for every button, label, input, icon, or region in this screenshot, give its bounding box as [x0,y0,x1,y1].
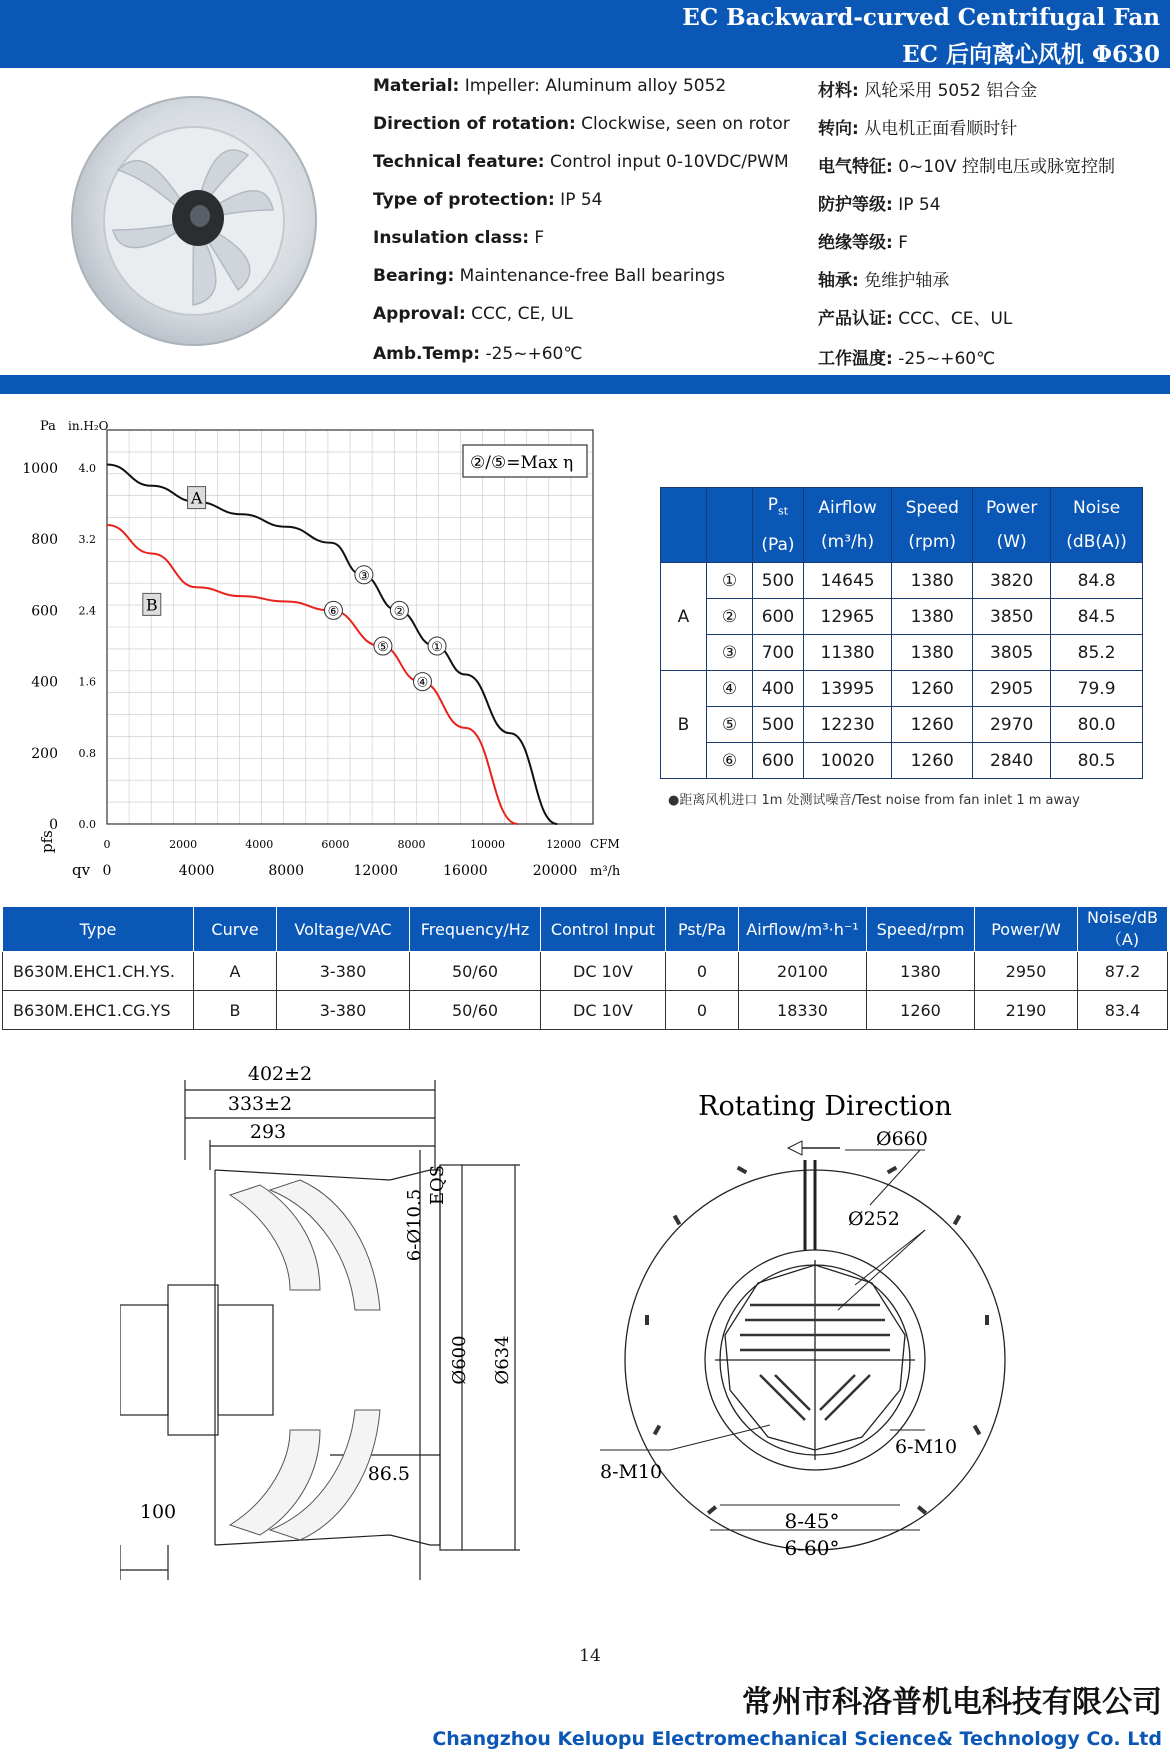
x-cfm-tick: 4000 [245,838,274,851]
rotating-direction-title: Rotating Direction [698,1091,952,1122]
title-en: EC Backward-curved Centrifugal Fan [682,4,1160,31]
x-cfm-tick: 8000 [397,838,426,851]
cell: 1260 [892,707,973,743]
cell: 3-380 [277,952,410,991]
spec-cn-bearing: 轴承: 免维护轴承 [818,271,950,291]
x-m3h-tick: 8000 [268,863,305,879]
y-right-tick: 2.4 [78,604,96,618]
y-left-ticks [22,461,58,833]
type-table [2,906,1168,1030]
operating-point [428,637,446,655]
table-row [661,635,1143,671]
x-cfm-tick: 10000 [470,838,506,851]
type-header: Pst/Pa [666,907,739,952]
spec-cn-approval: 产品认证: CCC、CE、UL [818,309,1013,329]
y-left-unit: Pa [40,419,56,434]
cell: 600 [753,743,804,779]
dim-8m10: 8-M10 [600,1461,663,1483]
noise-note: ●距离风机进口 1m 处测试噪音/Test noise from fan inlet 1 m away [668,793,1080,808]
dim-6-60: 6-60° [784,1536,840,1560]
perf-header-row [661,488,1143,563]
curve-a-label [188,487,206,509]
spec-cn-electrical: 电气特征: 0~10V 控制电压或脉宽控制 [818,157,1115,177]
cell: 1380 [892,563,973,599]
operating-points [324,566,446,691]
chart-grid [107,430,593,824]
company-name-en: Changzhou Keluopu Electromechanical Science& Technology Co. Ltd [432,1728,1162,1750]
x-cfm-tick: 0 [103,838,111,851]
y-right-tick: 0.8 [78,746,96,760]
x-cfm-tick: 2000 [169,838,198,851]
cell: 1260 [892,671,973,707]
cell: 85.2 [1051,635,1143,671]
y-right-tick: 4.0 [78,462,96,475]
type-header: Frequency/Hz [410,907,541,952]
cell: 2190 [975,991,1078,1030]
spec-insulation: Insulation class: F [373,228,545,248]
type-header-row [3,907,1168,952]
dim-6m10: 6-M10 [895,1436,958,1458]
y-right-ticks [79,462,97,831]
spec-rotation: Direction of rotation: Clockwise, seen on rotor [373,114,790,134]
cell: 50/60 [410,991,541,1030]
dim-100: 100 [139,1501,177,1523]
rotation-arrow-icon [788,1141,840,1155]
cell: 1380 [892,599,973,635]
operating-point [324,601,342,619]
header-band [0,0,1170,68]
svg-text:⑥: ⑥ [327,604,340,620]
type-header: Power/W [975,907,1078,952]
svg-text:①: ① [431,640,443,655]
spec-bearing: Bearing: Maintenance-free Ball bearings [373,266,725,286]
cell: 18330 [739,991,867,1030]
perf-header-airflow: Airflow (m³/h) [803,488,891,563]
dim-d660: Ø660 [876,1128,928,1150]
cell: 1260 [867,991,975,1030]
cell: B630M.EHC1.CH.YS. [3,952,194,991]
spec-approval: Approval: CCC, CE, UL [373,304,573,324]
cell: 600 [753,599,804,635]
performance-table [660,487,1143,779]
perf-header-noise: Noise (dB(A)) [1051,488,1143,563]
cell: 50/60 [410,952,541,991]
curve-group-a: A [661,563,707,671]
cell: 1380 [892,635,973,671]
cell: 11380 [803,635,891,671]
x-cfm-ticks [104,838,582,851]
cell: 2840 [973,743,1051,779]
table-row [661,671,1143,707]
dim-d600: Ø600 [449,1335,470,1385]
point-id: ⑤ [707,707,753,743]
dim-eqs: EQS [427,1164,448,1206]
point-id: ① [707,563,753,599]
table-row [661,599,1143,635]
x-m3h-tick: 16000 [443,863,488,879]
perf-header-speed: Speed (rpm) [892,488,973,563]
spec-technical: Technical feature: Control input 0-10VDC/PWM [373,152,789,172]
dim-d634: Ø634 [492,1335,513,1385]
x-m3h-unit: m³/h [590,864,621,879]
cell: 12965 [803,599,891,635]
type-header: Type [3,907,194,952]
type-header: Noise/dB（A) [1078,907,1168,952]
y-left-tick: 400 [31,674,58,691]
x-m3h-ticks [103,863,578,879]
spec-protection: Type of protection: IP 54 [373,190,603,210]
curve-b-label-text: B [145,595,158,615]
table-row [661,563,1143,599]
point-id: ⑥ [707,743,753,779]
company-name-cn: 常州市科洛普机电科技有限公司 [742,1685,1162,1720]
cell: 84.8 [1051,563,1143,599]
spec-cn-rotation: 转向: 从电机正面看顺时针 [818,119,1018,139]
spec-amb-temp: Amb.Temp: -25~+60℃ [373,344,583,364]
performance-chart [0,410,640,890]
page-number: 14 [579,1646,601,1666]
spec-cn-protection: 防护等级: IP 54 [818,195,941,215]
svg-text:⑤: ⑤ [377,640,389,655]
cell: 84.5 [1051,599,1143,635]
legend-text: ②/⑤=Max η [470,453,574,473]
cell: 20100 [739,952,867,991]
dim-8-45: 8-45° [784,1509,840,1533]
spec-cn-temp: 工作温度: -25~+60℃ [818,349,996,369]
side-view-drawing [120,1060,560,1590]
perf-header-blank [661,488,707,563]
cell: 3820 [973,563,1051,599]
divider-band [0,375,1170,394]
x-m3h-tick: 0 [102,863,112,879]
cell: 500 [753,707,804,743]
cell: DC 10V [541,952,666,991]
cell: 1260 [892,743,973,779]
table-row [3,952,1168,991]
type-header: Voltage/VAC [277,907,410,952]
cell: 3-380 [277,991,410,1030]
y-left-tick: 0 [49,817,58,833]
x-m3h-tick: 4000 [178,863,215,879]
dim-holes: 6-Ø10.5 [404,1188,425,1262]
x-cfm-unit: CFM [590,837,620,851]
point-id: ④ [707,671,753,707]
dim-865: 86.5 [367,1463,410,1485]
title-cn: EC 后向离心风机 Φ630 [902,41,1160,68]
cell: 3805 [973,635,1051,671]
curve-b-label [143,593,161,615]
cell: 83.4 [1078,991,1168,1030]
cell: DC 10V [541,991,666,1030]
cell: 12230 [803,707,891,743]
table-row [661,743,1143,779]
svg-text:②: ② [393,604,406,620]
cell: 500 [753,563,804,599]
cell: A [194,952,277,991]
y-axis-label: pfs [38,830,56,853]
curve-group-b: B [661,671,707,779]
cell: 0 [666,991,739,1030]
type-header: Speed/rpm [867,907,975,952]
operating-point [413,673,431,691]
y-right-tick: 3.2 [78,533,96,547]
y-left-tick: 200 [31,745,58,762]
x-m3h-tick: 20000 [532,863,578,879]
spec-material: Material: Impeller: Aluminum alloy 5052 [373,76,727,96]
x-cfm-tick: 6000 [321,838,350,851]
cell: 79.9 [1051,671,1143,707]
y-right-tick: 0.0 [78,818,96,831]
point-id: ② [707,599,753,635]
y-left-tick: 800 [31,532,58,549]
cell: B [194,991,277,1030]
dim-293: 293 [249,1121,287,1143]
cell: 1380 [867,952,975,991]
dim-333: 333±2 [227,1093,293,1115]
y-left-tick: 1000 [22,461,58,477]
y-right-unit: in.H₂O [68,419,109,433]
svg-text:④: ④ [416,675,429,691]
cell: 0 [666,952,739,991]
perf-header-power: Power (W) [973,488,1051,563]
cell: 2970 [973,707,1051,743]
cell: 400 [753,671,804,707]
x-cfm-tick: 12000 [546,838,582,851]
cell: 87.2 [1078,952,1168,991]
cell: 80.5 [1051,743,1143,779]
curve-b-line [107,525,518,824]
x-axis-label: qv [72,861,91,879]
y-left-tick: 600 [31,603,58,620]
y-right-tick: 1.6 [78,675,96,689]
type-header: Airflow/m³·h⁻¹ [739,907,867,952]
svg-text:③: ③ [358,568,370,584]
cell: 3850 [973,599,1051,635]
table-row [3,991,1168,1030]
cell: 14645 [803,563,891,599]
cell: 2905 [973,671,1051,707]
type-header: Control Input [541,907,666,952]
fan-product-image [58,90,320,352]
x-m3h-tick: 12000 [353,863,399,879]
cell: 2950 [975,952,1078,991]
operating-point [390,601,408,619]
spec-cn-insulation: 绝缘等级: F [818,233,908,253]
point-id: ③ [707,635,753,671]
cell: 80.0 [1051,707,1143,743]
operating-point [374,637,392,655]
chart-legend [463,445,587,477]
curve-a-label-text: A [190,488,203,508]
front-view-drawing [600,1085,1010,1605]
cell: 10020 [803,743,891,779]
operating-point [355,566,373,584]
spec-cn-material: 材料: 风轮采用 5052 铝合金 [818,81,1038,101]
cell: 13995 [803,671,891,707]
dim-402: 402±2 [247,1063,313,1085]
type-header: Curve [194,907,277,952]
cell: B630M.EHC1.CG.YS [3,991,194,1030]
cell: 700 [753,635,804,671]
perf-header-pst: $P_{st}$ (Pa) [753,488,804,563]
table-row [661,707,1143,743]
dim-d252: Ø252 [848,1208,900,1230]
perf-header-blank2 [707,488,753,563]
